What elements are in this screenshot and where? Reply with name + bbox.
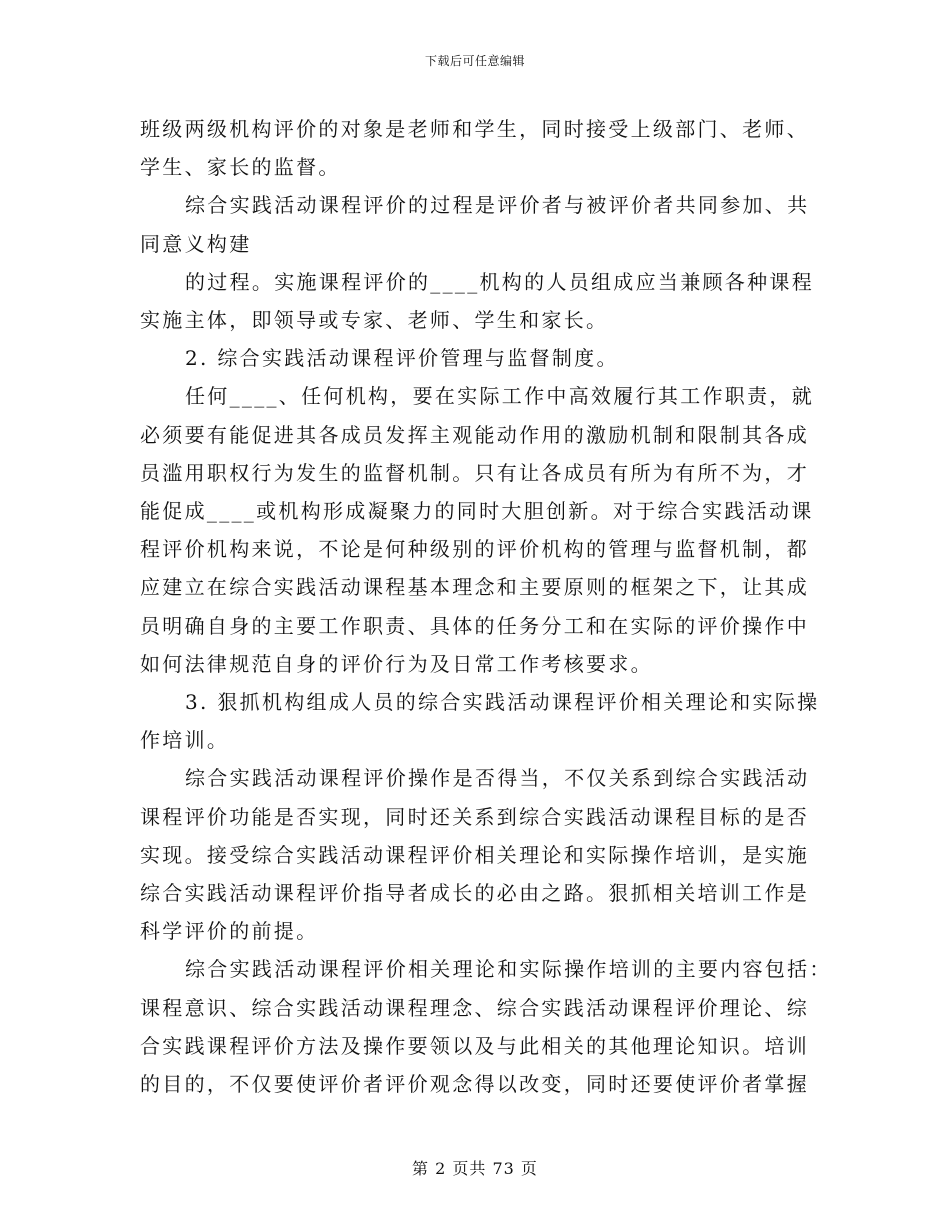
text-line: 员滥用职权行为发生的监督机制。只有让各成员有所为有所不为，才 — [140, 460, 809, 485]
text-line: 综合实践活动课程评价相关理论和实际操作培训的主要内容包括： — [185, 957, 832, 982]
text-line: 科学评价的前提。 — [140, 919, 319, 944]
text-line: 程评价机构来说，不论是何种级别的评价机构的管理与监督机制，都 — [140, 537, 809, 562]
text-line: 同意义构建 — [140, 231, 252, 256]
text-line: 员明确自身的主要工作职责、具体的任务分工和在实际的评价操作中 — [140, 613, 809, 638]
page-header: 下载后可任意编辑 — [424, 54, 525, 68]
text-line: 任何____、任何机构，要在实际工作中高效履行其工作职责，就 — [185, 384, 814, 409]
text-line: 能促成____或机构形成凝聚力的同时大胆创新。对于综合实践活动课 — [140, 499, 814, 524]
text-line: 的目的，不仅要使评价者评价观念得以改变，同时还要使评价者掌握 — [140, 1072, 809, 1097]
text-line: 作培训。 — [140, 728, 230, 753]
text-line: 课程意识、综合实践活动课程理念、综合实践活动课程评价理论、综 — [140, 995, 809, 1020]
text-line: 综合实践活动课程评价的过程是评价者与被评价者共同参加、共 — [185, 193, 810, 218]
document-body — [140, 110, 832, 1103]
text-line: 如何法律规范自身的评价行为及日常工作考核要求。 — [140, 651, 653, 676]
text-line: 班级两级机构评价的对象是老师和学生，同时接受上级部门、老师、 — [140, 117, 809, 141]
text-line: 必须要有能促进其各成员发挥主观能动作用的激励机制和限制其各成 — [140, 422, 809, 447]
text-line: 课程评价功能是否实现，同时还关系到综合实践活动课程目标的是否 — [140, 804, 809, 829]
text-line: 综合实践活动课程评价指导者成长的必由之路。狠抓相关培训工作是 — [140, 881, 809, 906]
page-footer: 第 2 页共 73 页 — [412, 1159, 538, 1178]
text-line: 合实践课程评价方法及操作要领以及与此相关的其他理论知识。培训 — [140, 1033, 809, 1058]
text-line: 实施主体，即领导或专家、老师、学生和家长。 — [140, 308, 609, 333]
text-line: 的过程。实施课程评价的____机构的人员组成应当兼顾各种课程 — [185, 269, 814, 294]
text-line: 2. 综合实践活动课程评价管理与监督制度。 — [185, 346, 619, 371]
text-line: 应建立在综合实践活动课程基本理念和主要原则的框架之下，让其成 — [140, 575, 809, 600]
text-line: 学生、家长的监督。 — [140, 155, 341, 180]
text-line: 综合实践活动课程评价操作是否得当，不仅关系到综合实践活动 — [185, 766, 810, 791]
text-line: 3. 狠抓机构组成人员的综合实践活动课程评价相关理论和实际操 — [185, 690, 820, 715]
text-line: 实现。接受综合实践活动课程评价相关理论和实际操作培训，是实施 — [140, 842, 809, 867]
